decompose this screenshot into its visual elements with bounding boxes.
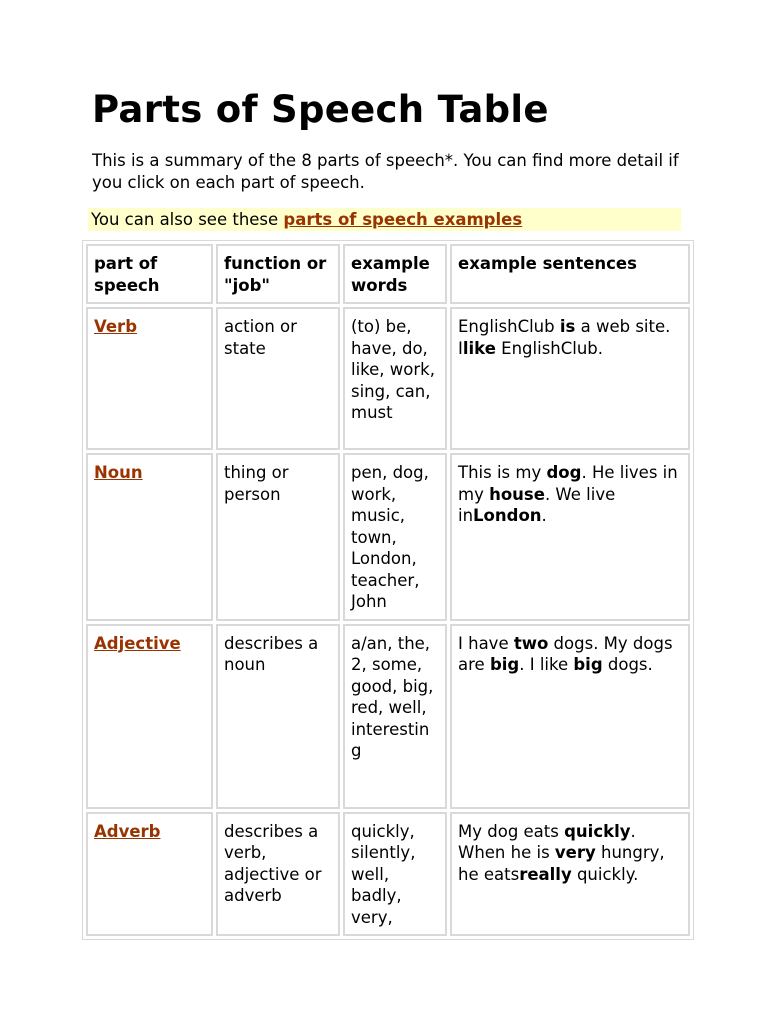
words-cell: pen, dog, work, music, town, London, teacher, John	[343, 453, 447, 621]
function-cell: describes a noun	[216, 624, 340, 809]
header-function: function or "job"	[216, 244, 340, 304]
parts-of-speech-table	[82, 240, 694, 940]
sentence-cell: EnglishClub is a web site. Ilike EnglishClub.	[450, 307, 690, 450]
noun-link[interactable]: Noun	[94, 463, 143, 482]
header-example-words: example words	[343, 244, 447, 304]
table-row	[86, 812, 690, 937]
sentence-cell: My dog eats quickly. When he is very hungry, he eatsreally quickly.	[450, 812, 690, 937]
page-title: Parts of Speech Table	[92, 88, 549, 131]
table-row	[86, 307, 690, 450]
words-cell: a/an, the, 2, some, good, big, red, well, interestin g	[343, 624, 447, 809]
verb-link[interactable]: Verb	[94, 317, 138, 336]
header-part-of-speech: part of speech	[86, 244, 213, 304]
sentence-cell: This is my dog. He lives in my house. We live inLondon.	[450, 453, 690, 621]
function-cell: thing or person	[216, 453, 340, 621]
part-cell	[86, 624, 213, 809]
part-cell	[86, 453, 213, 621]
part-cell	[86, 812, 213, 937]
header-example-sentences: example sentences	[450, 244, 690, 304]
function-cell: describes a verb, adjective or adverb	[216, 812, 340, 937]
adjective-link[interactable]: Adjective	[94, 633, 181, 653]
table-header-row	[86, 244, 690, 304]
intro-paragraph: This is a summary of the 8 parts of speech*. You can find more detail if you click on each part of speech.	[92, 151, 679, 192]
table-row	[86, 624, 690, 809]
part-cell	[86, 307, 213, 450]
examples-callout	[88, 208, 681, 231]
table-row	[86, 453, 690, 621]
words-cell: (to) be, have, do, like, work, sing, can, must	[343, 307, 447, 450]
examples-prefix: You can also see these	[91, 210, 284, 229]
words-cell: quickly, silently, well, badly, very,	[343, 812, 447, 937]
adverb-link[interactable]: Adverb	[94, 821, 161, 841]
examples-link[interactable]: parts of speech examples	[283, 210, 523, 229]
sentence-cell: I have two dogs. My dogs are big. I like big dogs.	[450, 624, 690, 809]
function-cell: action or state	[216, 307, 340, 450]
